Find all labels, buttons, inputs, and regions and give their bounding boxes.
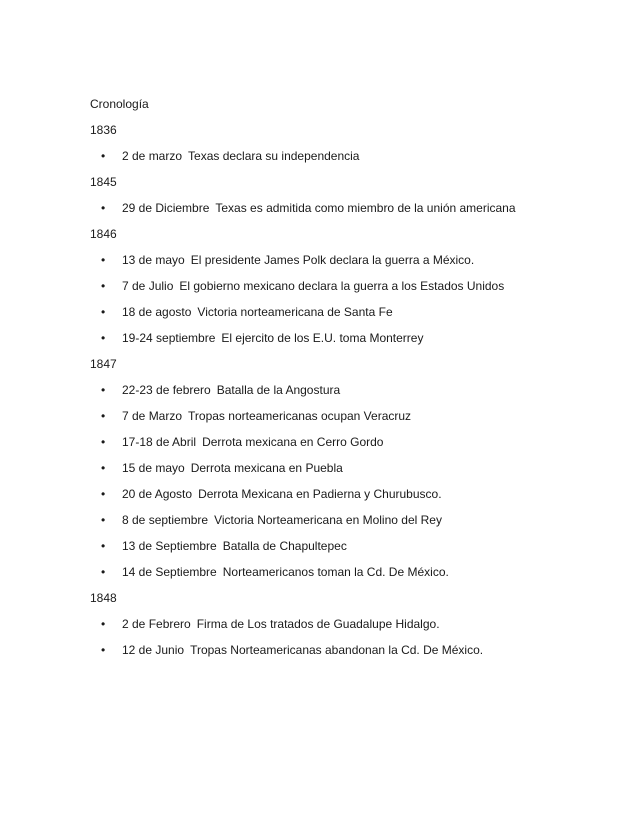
event-date: 14 de Septiembre [122,565,217,579]
list-item [90,434,590,450]
list-item [90,538,590,554]
event-description: El gobierno mexicano declara la guerra a los Estados Unidos [179,279,505,293]
list-item [90,486,590,502]
bullet-icon: • [101,149,106,163]
bullet-icon: • [101,643,106,657]
list-item [90,460,590,476]
year-heading: 1847 [90,357,117,371]
bullet-icon: • [101,305,106,319]
event-description: Batalla de la Angostura [216,383,341,397]
list-item [90,330,590,346]
bullet-icon: • [101,435,106,449]
event-description: Tropas Norteamericanas abandonan la Cd. De México. [190,643,484,657]
event-date: 20 de Agosto [122,487,193,501]
event-date: 7 de Julio [122,279,174,293]
year-heading: 1836 [90,123,117,137]
event-description: Firma de Los tratados de Guadalupe Hidalgo. [196,617,440,631]
list-item [90,382,590,398]
event-description: El ejercito de los E.U. toma Monterrey [221,331,424,345]
list-item [90,642,590,658]
bullet-icon: • [101,539,106,553]
list-item [90,148,590,164]
year-heading: 1848 [90,591,117,605]
bullet-icon: • [101,487,106,501]
event-list [90,382,590,580]
list-item [90,252,590,268]
event-list [90,200,590,216]
document-content [90,96,590,658]
event-list [90,148,590,164]
event-date: 7 de Marzo [122,409,183,423]
bullet-icon: • [101,409,106,423]
event-date: 18 de agosto [122,305,192,319]
event-date: 22-23 de febrero [122,383,211,397]
bullet-icon: • [101,565,106,579]
list-item [90,564,590,580]
event-date: 2 de Febrero [122,617,191,631]
event-description: Norteamericanos toman la Cd. De México. [222,565,449,579]
event-list [90,252,590,346]
event-description: Tropas norteamericanas ocupan Veracruz [188,409,412,423]
event-description: Derrota mexicana en Cerro Gordo [202,435,384,449]
event-description: Batalla de Chapultepec [222,539,347,553]
event-date: 13 de mayo [122,253,185,267]
list-item [90,200,590,216]
event-description: Texas declara su independencia [188,149,360,163]
event-date: 8 de septiembre [122,513,209,527]
event-description: Texas es admitida como miembro de la unión americana [215,201,516,215]
bullet-icon: • [101,331,106,345]
timeline [90,122,590,658]
list-item [90,512,590,528]
event-description: El presidente James Polk declara la guerra a México. [190,253,475,267]
event-description: Derrota mexicana en Puebla [190,461,343,475]
event-description: Victoria norteamericana de Santa Fe [197,305,393,319]
event-date: 2 de marzo [122,149,183,163]
event-date: 29 de Diciembre [122,201,210,215]
year-heading: 1845 [90,175,117,189]
list-item [90,278,590,294]
list-item [90,304,590,320]
event-date: 13 de Septiembre [122,539,217,553]
bullet-icon: • [101,279,106,293]
event-description: Victoria Norteamericana en Molino del Rey [214,513,442,527]
event-date: 17-18 de Abril [122,435,197,449]
event-list [90,616,590,658]
event-description: Derrota Mexicana en Padierna y Churubusco. [198,487,442,501]
bullet-icon: • [101,461,106,475]
list-item [90,616,590,632]
bullet-icon: • [101,253,106,267]
document-title: Cronología [90,97,149,111]
list-item [90,408,590,424]
bullet-icon: • [101,513,106,527]
bullet-icon: • [101,383,106,397]
event-date: 15 de mayo [122,461,185,475]
bullet-icon: • [101,201,106,215]
bullet-icon: • [101,617,106,631]
event-date: 19-24 septiembre [122,331,216,345]
event-date: 12 de Junio [122,643,185,657]
year-heading: 1846 [90,227,117,241]
